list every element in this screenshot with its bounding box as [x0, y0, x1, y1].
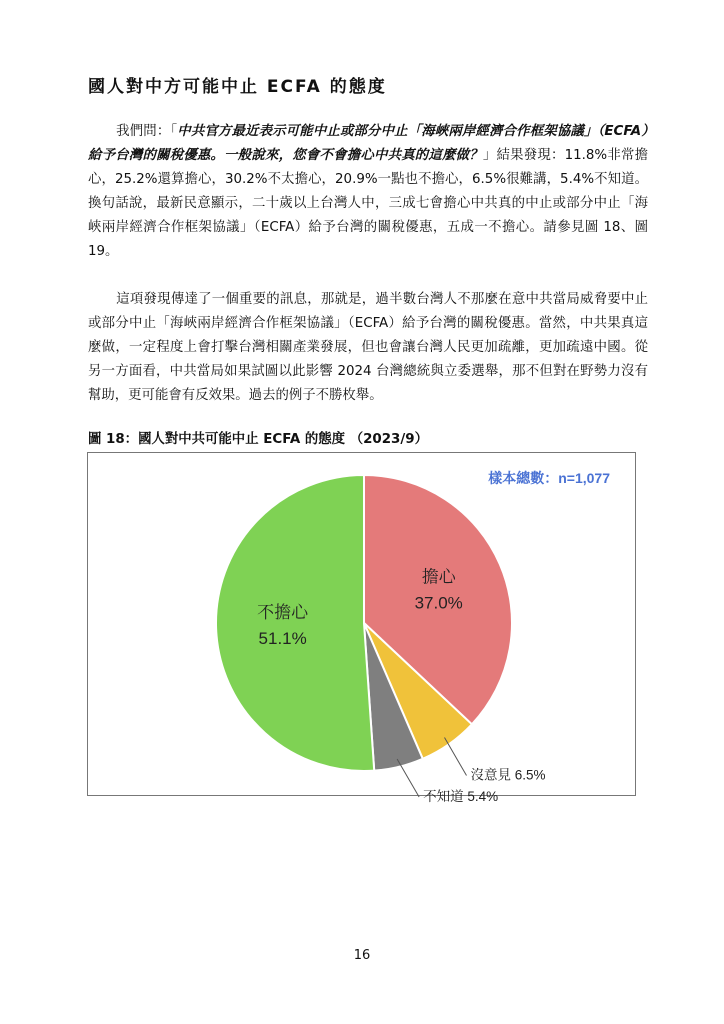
slice-value-label: 51.1% [258, 628, 307, 648]
pie-slice [216, 475, 374, 771]
slice-label: 擔心 [421, 567, 456, 587]
section-title: 國人對中方可能中止 ECFA 的態度 [88, 77, 387, 97]
analysis-text: 這項發現傳達了一個重要的訊息，那就是，過半數台灣人不那麼在意中共當局威脅要中止或部分中止「海峽兩岸經濟合作框架協議」（ECFA）給予台灣的關稅優惠。當然，中共果真這麼做，一定程度上會打擊台灣相關產業發展，但也會讓台灣人民更加疏離，更加疏遠中國。從另一方面看，中共當局如果試圖以此影響 2024 台灣總統與立委選舉，那不但對在野勢力沒有幫助，更可能會有反效果。過去的例子不勝枚舉。 [88, 292, 648, 403]
question-lead: 我們問：「 [116, 124, 178, 139]
figure-caption: 圖 18：國人對中共可能中止 ECFA 的態度 （2023/9） [88, 432, 428, 447]
paragraph-survey-result [88, 120, 648, 264]
pie-chart-frame [87, 452, 636, 805]
slice-callout-label: 沒意見 6.5% [470, 767, 546, 783]
slice-value-label: 37.0% [414, 593, 463, 613]
pie-chart [88, 453, 635, 805]
sample-size-note: 樣本總數：n=1,077 [488, 470, 610, 486]
leader-line [445, 738, 467, 776]
slice-label: 不擔心 [257, 602, 309, 622]
slice-callout-label: 不知道 5.4% [423, 789, 499, 805]
paragraph-analysis [88, 288, 648, 408]
page-number: 16 [353, 948, 371, 963]
survey-question: 中共官方最近表示可能中止或部分中止「海峽兩岸經濟合作框架協議」（ECFA）給予台灣的關稅優惠。一般說來，您會不會擔心中共真的這麼做？ [88, 124, 648, 163]
survey-result-text: 」結果發現：11.8%非常擔心，25.2%還算擔心，30.2%不太擔心，20.9%一點也不擔心，6.5%很難講，5.4%不知道。換句話說，最新民意顯示，二十歲以上台灣人中，三成七會擔心中共真的中止或部分中止「海峽兩岸經濟合作框架協議」（ECFA）給予台灣的關稅優惠，五成一不擔心。請參見圖 18、圖 19。 [88, 148, 648, 259]
